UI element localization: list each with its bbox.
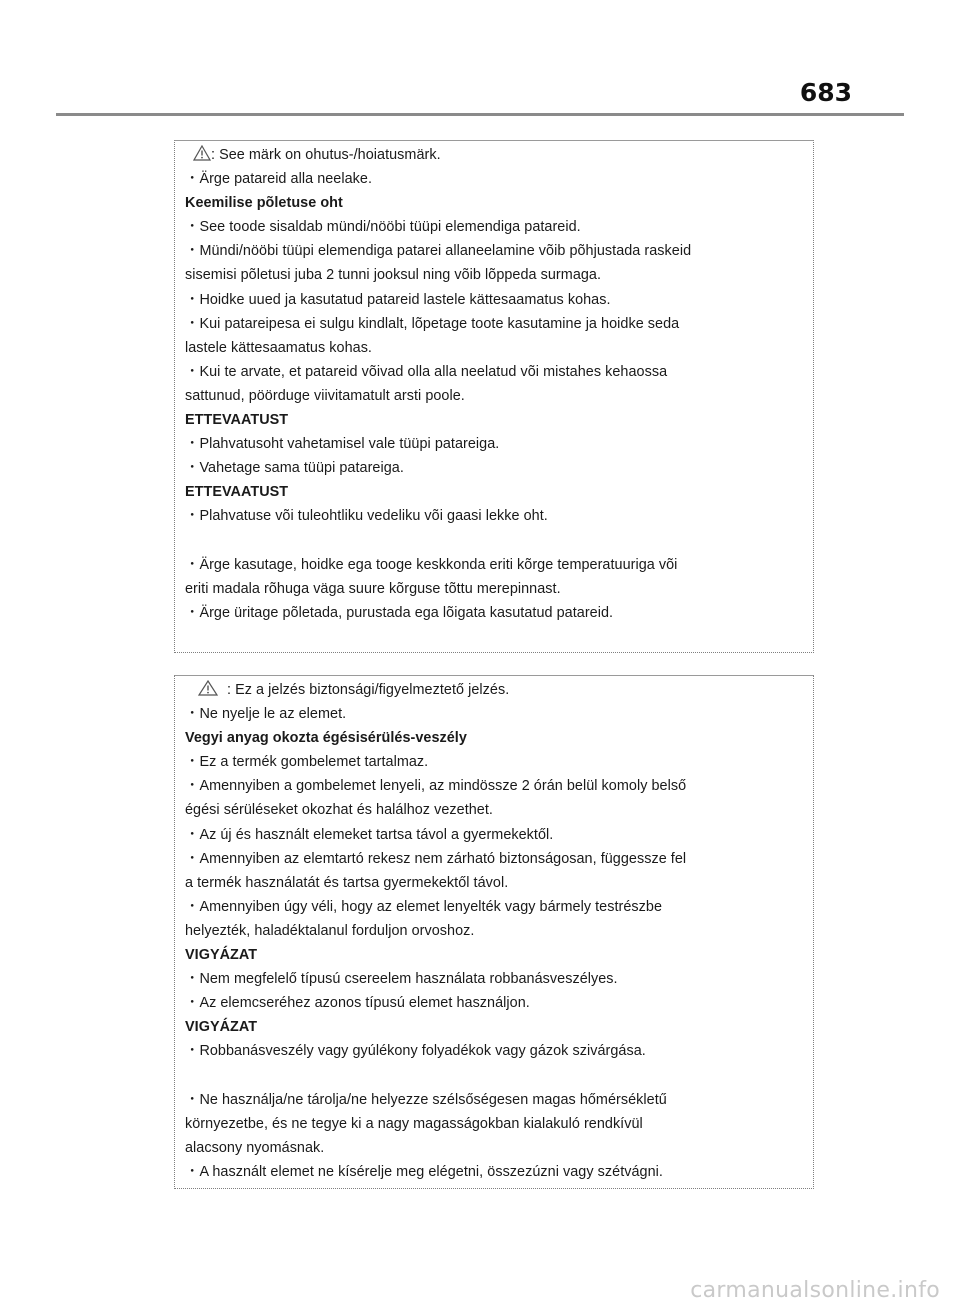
text-line: égési sérüléseket okozhat és halálhoz vezethet. <box>185 802 493 819</box>
watermark: carmanualsonline.info <box>690 1278 940 1303</box>
text-line: ・See toode sisaldab mündi/nööbi tüüpi elemendiga patareid. <box>185 219 581 236</box>
text-line: lastele kättesaamatus kohas. <box>185 339 372 356</box>
text-line: ・Kui patareipesa ei sulgu kindlalt, lõpetage toote kasutamine ja hoidke seda <box>185 315 680 332</box>
blank-line <box>185 529 803 553</box>
text-line: ・Kui te arvate, et patareid võivad olla alla neelatud või mistahes kehaossa <box>185 363 668 380</box>
text-line: ・Hoidke uued ja kasutatud patareid lastele kättesaamatus kohas. <box>185 291 611 308</box>
text-line: ・Ärge patareid alla neelake. <box>185 171 372 188</box>
text-line: környezetbe, és ne tegye ki a nagy magasságokban kialakuló rendkívül <box>185 1115 643 1132</box>
text-line: ・A használt elemet ne kísérelje meg elégetni, összezúzni vagy szétvágni. <box>185 1163 663 1180</box>
text-line: ・Vahetage sama tüüpi patareiga. <box>185 460 404 477</box>
section-heading: VIGYÁZAT <box>185 947 258 964</box>
header-rule <box>56 113 904 116</box>
section-heading: VIGYÁZAT <box>185 1019 258 1036</box>
warning-triangle-icon <box>197 680 219 704</box>
text-line: ・Plahvatuse või tuleohtliku vedeliku või gaasi lekke oht. <box>185 508 548 525</box>
blank-line <box>185 1064 803 1088</box>
page-number: 683 <box>799 78 852 107</box>
warning-symbol-text: : Ez a jelzés biztonsági/figyelmeztető jelzés. <box>227 682 510 698</box>
text-line: ・Az elemcseréhez azonos típusú elemet használjon. <box>185 995 530 1012</box>
text-line: ・Ärge üritage põletada, purustada ega lõigata kasutatud patareid. <box>185 604 614 621</box>
text-line: eriti madala rõhuga väga suure kõrguse tõttu merepinnast. <box>185 580 561 597</box>
section-heading: Vegyi anyag okozta égésisérülés-veszély <box>185 730 467 747</box>
section-heading: Keemilise põletuse oht <box>185 195 343 212</box>
text-line: ・Ez a termék gombelemet tartalmaz. <box>185 754 429 771</box>
warning-triangle-icon <box>193 145 211 169</box>
warning-box-estonian <box>174 140 814 653</box>
text-line: alacsony nyomásnak. <box>185 1139 325 1156</box>
text-line: ・Plahvatusoht vahetamisel vale tüüpi patareiga. <box>185 436 500 453</box>
text-line: ・Mündi/nööbi tüüpi elemendiga patarei allaneelamine võib põhjustada raskeid <box>185 243 692 260</box>
text-line: sisemisi põletusi juba 2 tunni jooksul ning võib lõppeda surmaga. <box>185 267 602 284</box>
warning-symbol-line <box>185 143 803 167</box>
warning-box-hungarian <box>174 675 814 1189</box>
text-line: ・Nem megfelelő típusú csereelem használata robbanásveszélyes. <box>185 971 618 988</box>
text-line: a termék használatát és tartsa gyermekektől távol. <box>185 874 509 891</box>
warning-symbol-line <box>185 678 803 702</box>
text-line: ・Robbanásveszély vagy gyúlékony folyadékok vagy gázok szivárgása. <box>185 1043 646 1060</box>
text-line: ・Ärge kasutage, hoidke ega tooge keskkonda eriti kõrge temperatuuriga või <box>185 556 678 573</box>
warning-symbol-text: : See märk on ohutus-/hoiatusmärk. <box>211 147 441 163</box>
text-line: ・Amennyiben az elemtartó rekesz nem zárható biztonságosan, függessze fel <box>185 850 687 867</box>
text-line: ・Ne nyelje le az elemet. <box>185 706 347 723</box>
text-line: sattunud, pöörduge viivitamatult arsti poole. <box>185 387 465 404</box>
text-line: ・Ne használja/ne tárolja/ne helyezze szélsőségesen magas hőmérsékletű <box>185 1091 667 1108</box>
section-heading: ETTEVAATUST <box>185 484 289 501</box>
text-line: ・Amennyiben a gombelemet lenyeli, az mindössze 2 órán belül komoly belső <box>185 778 687 795</box>
text-line: helyezték, haladéktalanul forduljon orvoshoz. <box>185 922 475 939</box>
text-line: ・Amennyiben úgy véli, hogy az elemet lenyelték vagy bármely testrészbe <box>185 898 663 915</box>
section-heading: ETTEVAATUST <box>185 412 289 429</box>
text-line: ・Az új és használt elemeket tartsa távol a gyermekektől. <box>185 826 554 843</box>
